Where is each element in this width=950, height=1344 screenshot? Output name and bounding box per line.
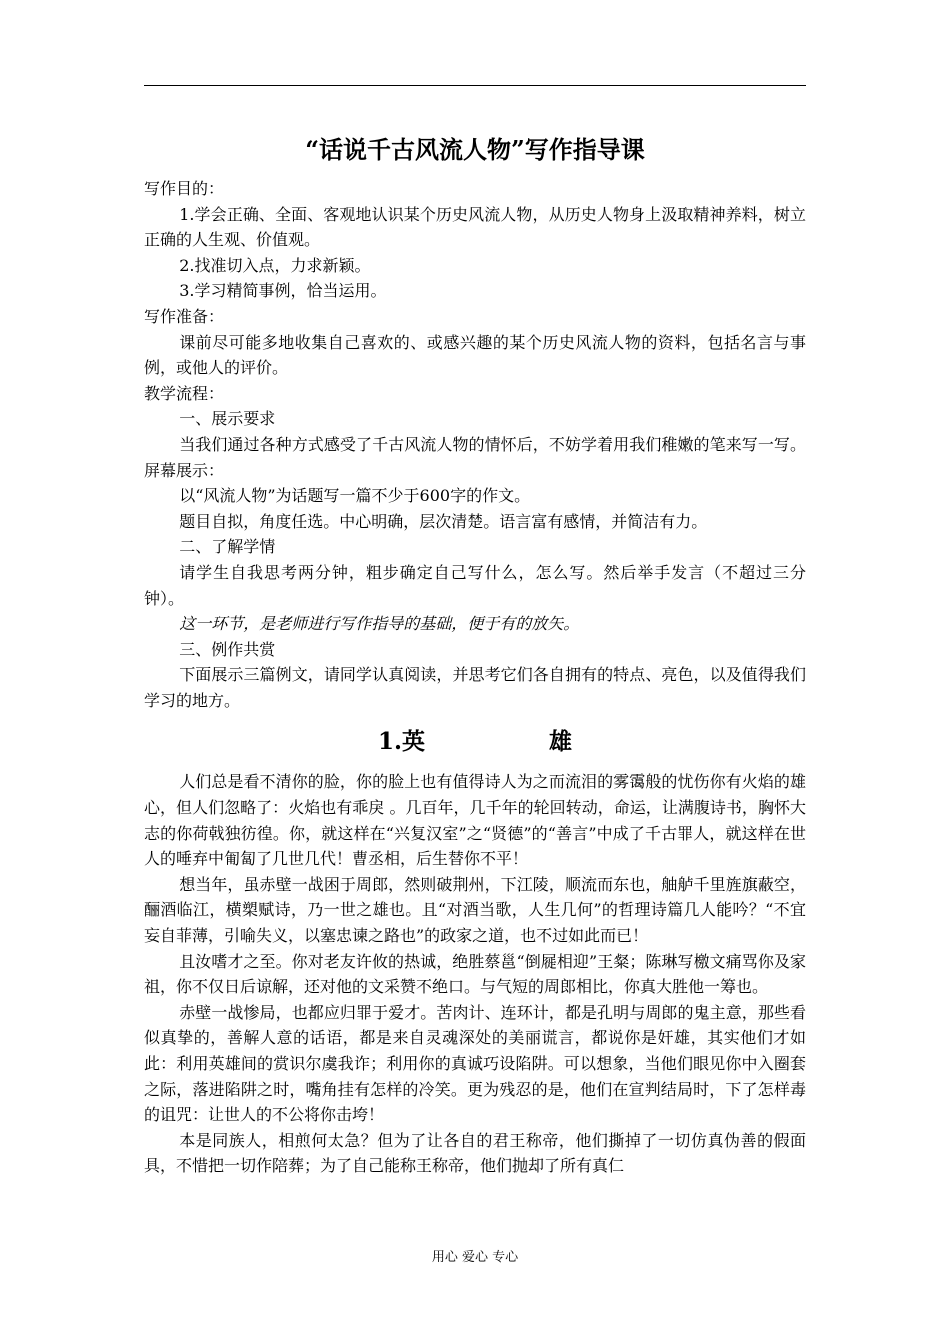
essay-paragraph: 想当年，虽赤壁一战困于周郎，然则破荆州，下江陵，顺流而东也，舳舻千里旌旗蔽空，酾酒临江，横槊赋诗，乃一世之雄也。且“对酒当歌，人生几何”的哲理诗篇几人能吟？“不宜妄自菲薄，引喻失义，以塞忠谏之路也”的政家之道，也不过如此而已！ bbox=[144, 874, 806, 946]
process-paragraph: 下面展示三篇例文，请同学认真阅读，并思考它们各自拥有的特点、亮色，以及值得我们学习的地方。 bbox=[144, 665, 806, 710]
header-rule bbox=[144, 85, 806, 86]
process-note: 这一环节，是老师进行写作指导的基础，便于有的放矢。 bbox=[179, 614, 580, 634]
process-paragraph: 题目自拟，角度任选。中心明确，层次清楚。语言富有感情，并简洁有力。 bbox=[179, 511, 708, 531]
section-heading-preparation: 写作准备： bbox=[144, 306, 225, 326]
section-heading-process: 教学流程： bbox=[144, 383, 225, 403]
process-step-1: 一、展示要求 bbox=[179, 409, 276, 429]
process-paragraph: 以“风流人物”为话题写一篇不少于600字的作文。 bbox=[179, 486, 531, 506]
section-heading-purpose: 写作目的： bbox=[144, 179, 225, 198]
document-body bbox=[144, 176, 806, 1179]
process-paragraph: 请学生自我思考两分钟，粗步确定自己写什么，怎么写。然后举手发言（不超过三分钟）。 bbox=[144, 562, 806, 608]
essay-paragraph: 人们总是看不清你的脸，你的脸上也有值得诗人为之而流泪的雾霭般的忧伤你有火焰的雄心，但人们忽略了：火焰也有乖戾 。几百年，几千年的轮回转动，命运，让满腹诗书，胸怀大志的你荷戟独彷徨。你，就这样在“兴复汉室”之“贤德”的“善言”中成了千古罪人，就这样在世人的唾弃中匍匐了几世几代！曹丞相，后生替你不平！ bbox=[144, 772, 806, 869]
purpose-item-1: 1.学会正确、全面、客观地认识某个历史风流人物，从历史人物身上汲取精神养料，树立正确的人生观、价值观。 bbox=[144, 204, 806, 250]
essay-paragraph: 且汝嗜才之至。你对老友许攸的热诚，绝胜蔡邕“倒屣相迎”王粲；陈琳写檄文痛骂你及家祖，你不仅日后谅解，还对他的文采赞不绝口。与气短的周郎相比，你真大胜他一筹也。 bbox=[144, 951, 806, 997]
process-paragraph: 当我们通过各种方式感受了千古风流人物的情怀后，不妨学着用我们稚嫩的笔来写一写。屏幕展示： bbox=[144, 434, 806, 480]
essay-title-part-2: 雄 bbox=[549, 728, 572, 756]
essay-paragraph: 本是同族人，相煎何太急？但为了让各自的君王称帝，他们撕掉了一切仿真伪善的假面具，不惜把一切作陪葬；为了自己能称王称帝，他们抛却了所有真仁 bbox=[144, 1130, 806, 1176]
purpose-item-2: 2.找准切入点，力求新颖。 bbox=[179, 255, 371, 275]
essay-paragraph: 赤壁一战惨局，也都应归罪于爱才。苦肉计、连环计，都是孔明与周郎的鬼主意，那些看似真挚的，善解人意的话语，都是来自灵魂深处的美丽谎言，都说你是奸雄，其实他们才如此：利用英雄间的赏识尔虞我诈；利用你的真诚巧设陷阱。可以想象，当他们眼见你中入圈套之际，落进陷阱之时，嘴角挂有怎样的冷笑。更为残忍的是，他们在宣判结局时，下了怎样毒的诅咒：让世人的不公将你击垮！ bbox=[144, 1002, 806, 1125]
process-step-2: 二、了解学情 bbox=[179, 537, 276, 557]
page-footer: 用心 爱心 专心 bbox=[431, 1250, 519, 1265]
process-step-3: 三、例作共赏 bbox=[179, 639, 276, 659]
purpose-item-3: 3.学习精简事例，恰当运用。 bbox=[179, 281, 387, 301]
preparation-item-1: 课前尽可能多地收集自己喜欢的、或感兴趣的某个历史风流人物的资料，包括名言与事例，或他人的评价。 bbox=[144, 332, 806, 378]
essay-title-part-1: 1.英 bbox=[377, 728, 425, 756]
page-title: “话说千古风流人物”写作指导课 bbox=[305, 135, 645, 164]
essay-title bbox=[144, 727, 806, 757]
